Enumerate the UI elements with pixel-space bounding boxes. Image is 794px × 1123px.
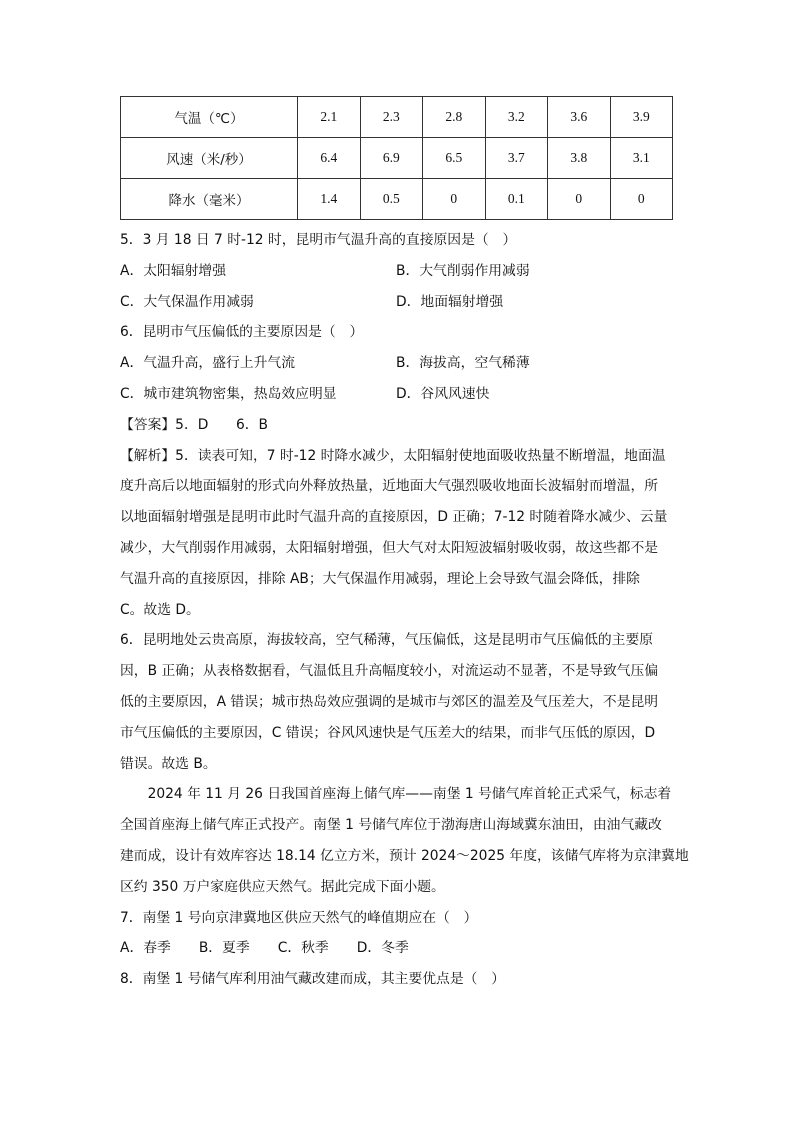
table-cell: 0 xyxy=(423,179,486,220)
analysis-line: 6．昆明地处云贵高原，海拔较高，空气稀薄，气压偏低，这是昆明市气压偏低的主要原 xyxy=(120,632,654,649)
analysis-line: 【解析】5．读表可知，7 时-12 时降水减少，太阳辐射使地面吸收热量不断增温，地面温 xyxy=(120,447,666,464)
table-cell: 6.4 xyxy=(298,138,361,179)
table-row-label: 风速（米/秒） xyxy=(121,138,298,179)
q5-stem: 5．3 月 18 日 7 时-12 时，昆明市气温升高的直接原因是（ ） xyxy=(120,232,517,248)
weather-table xyxy=(120,96,673,220)
q6-option-c[interactable]: C．城市建筑物密集，热岛效应明显 xyxy=(120,385,337,402)
q6-option-d[interactable]: D．谷风风速快 xyxy=(396,385,490,402)
table-cell: 2.8 xyxy=(423,97,486,138)
q6-option-a[interactable]: A．气温升高，盛行上升气流 xyxy=(120,355,295,372)
table-cell: 1.4 xyxy=(298,179,361,220)
q5-options-row2 xyxy=(120,287,673,318)
q8-stem: 8．南堡 1 号储气库利用油气藏改建而成，其主要优点是（ ） xyxy=(120,971,506,988)
analysis-q6 xyxy=(120,625,673,779)
q5-option-c[interactable]: C．大气保温作用减弱 xyxy=(120,293,254,310)
q7-option-a[interactable]: A．春季 xyxy=(120,940,171,957)
table-cell: 3.2 xyxy=(485,97,548,138)
table-cell: 0 xyxy=(548,179,611,220)
q7-options xyxy=(120,933,673,964)
q7-stem: 7．南堡 1 号向京津冀地区供应天然气的峰值期应在（ ） xyxy=(120,909,478,926)
analysis-q5 xyxy=(120,441,673,626)
material-paragraph xyxy=(120,779,689,902)
table-cell: 0.5 xyxy=(360,179,423,220)
table-row xyxy=(121,138,673,179)
analysis-line: 低的主要原因，A 错误；城市热岛效应强调的是城市与郊区的温差及气压差大，不是昆明 xyxy=(120,693,659,710)
table-cell: 3.1 xyxy=(610,138,673,179)
table-cell: 2.1 xyxy=(298,97,361,138)
table-row-label: 气温（℃） xyxy=(121,97,298,138)
q7-option-b[interactable]: B．夏季 xyxy=(198,940,250,957)
analysis-line: C。故选 D。 xyxy=(120,601,200,618)
q6-option-b[interactable]: B．海拔高，空气稀薄 xyxy=(396,355,530,372)
table-cell: 6.5 xyxy=(423,138,486,179)
table-cell: 6.9 xyxy=(360,138,423,179)
q6-stem: 6．昆明市气压偏低的主要原因是（ ） xyxy=(120,324,364,341)
q6-options-row1 xyxy=(120,348,673,379)
table-cell: 3.7 xyxy=(485,138,548,179)
analysis-line: 市气压偏低的主要原因，C 错误；谷风风速快是气压差大的结果，而非气压低的原因，D xyxy=(120,724,656,741)
analysis-line: 因，B 正确；从表格数据看，气温低且升高幅度较小，对流运动不显著，不是导致气压偏 xyxy=(120,663,659,680)
material-line: 建而成，设计有效库容达 18.14 亿立方米，预计 2024～2025 年度，该储气库将为京津冀地 xyxy=(120,847,689,864)
material-line: 2024 年 11 月 26 日我国首座海上储气库——南堡 1 号储气库首轮正式采气，标志着 xyxy=(147,786,672,803)
analysis-line: 错误。故选 B。 xyxy=(120,755,217,772)
material-line: 区约 350 万户家庭供应天然气。据此完成下面小题。 xyxy=(120,878,445,895)
q5-options-row1 xyxy=(120,256,673,287)
table-cell: 0.1 xyxy=(485,179,548,220)
question-content xyxy=(120,225,689,995)
q5-option-d[interactable]: D．地面辐射增强 xyxy=(396,293,504,310)
material-line: 全国首座海上储气库正式投产。南堡 1 号储气库位于渤海唐山海域冀东油田，由油气藏改 xyxy=(120,817,662,834)
q7-option-c[interactable]: C．秋季 xyxy=(277,940,329,957)
q6-options-row2 xyxy=(120,379,673,410)
table-cell: 3.8 xyxy=(548,138,611,179)
table-cell: 3.9 xyxy=(610,97,673,138)
table-cell: 2.3 xyxy=(360,97,423,138)
table-row-label: 降水（毫米） xyxy=(121,179,298,220)
q5-option-b[interactable]: B．大气削弱作用减弱 xyxy=(396,262,530,279)
q7-option-d[interactable]: D．冬季 xyxy=(356,940,409,957)
analysis-line: 度升高后以地面辐射的形式向外释放热量，近地面大气强烈吸收地面长波辐射而增温，所 xyxy=(120,478,659,495)
analysis-line: 气温升高的直接原因，排除 AB；大气保温作用减弱，理论上会导致气温会降低，排除 xyxy=(120,570,640,587)
analysis-line: 减少，大气削弱作用减弱，太阳辐射增强，但大气对太阳短波辐射吸收弱，故这些都不是 xyxy=(120,539,659,556)
table-cell: 3.6 xyxy=(548,97,611,138)
table-row xyxy=(121,97,673,138)
analysis-line: 以地面辐射增强是昆明市此时气温升高的直接原因，D 正确；7-12 时随着降水减少、云量 xyxy=(120,509,668,526)
q5-option-a[interactable]: A．太阳辐射增强 xyxy=(120,262,227,279)
table-cell: 0 xyxy=(610,179,673,220)
table-row xyxy=(121,179,673,220)
answer-line: 【答案】5．D 6．B xyxy=(120,416,269,433)
